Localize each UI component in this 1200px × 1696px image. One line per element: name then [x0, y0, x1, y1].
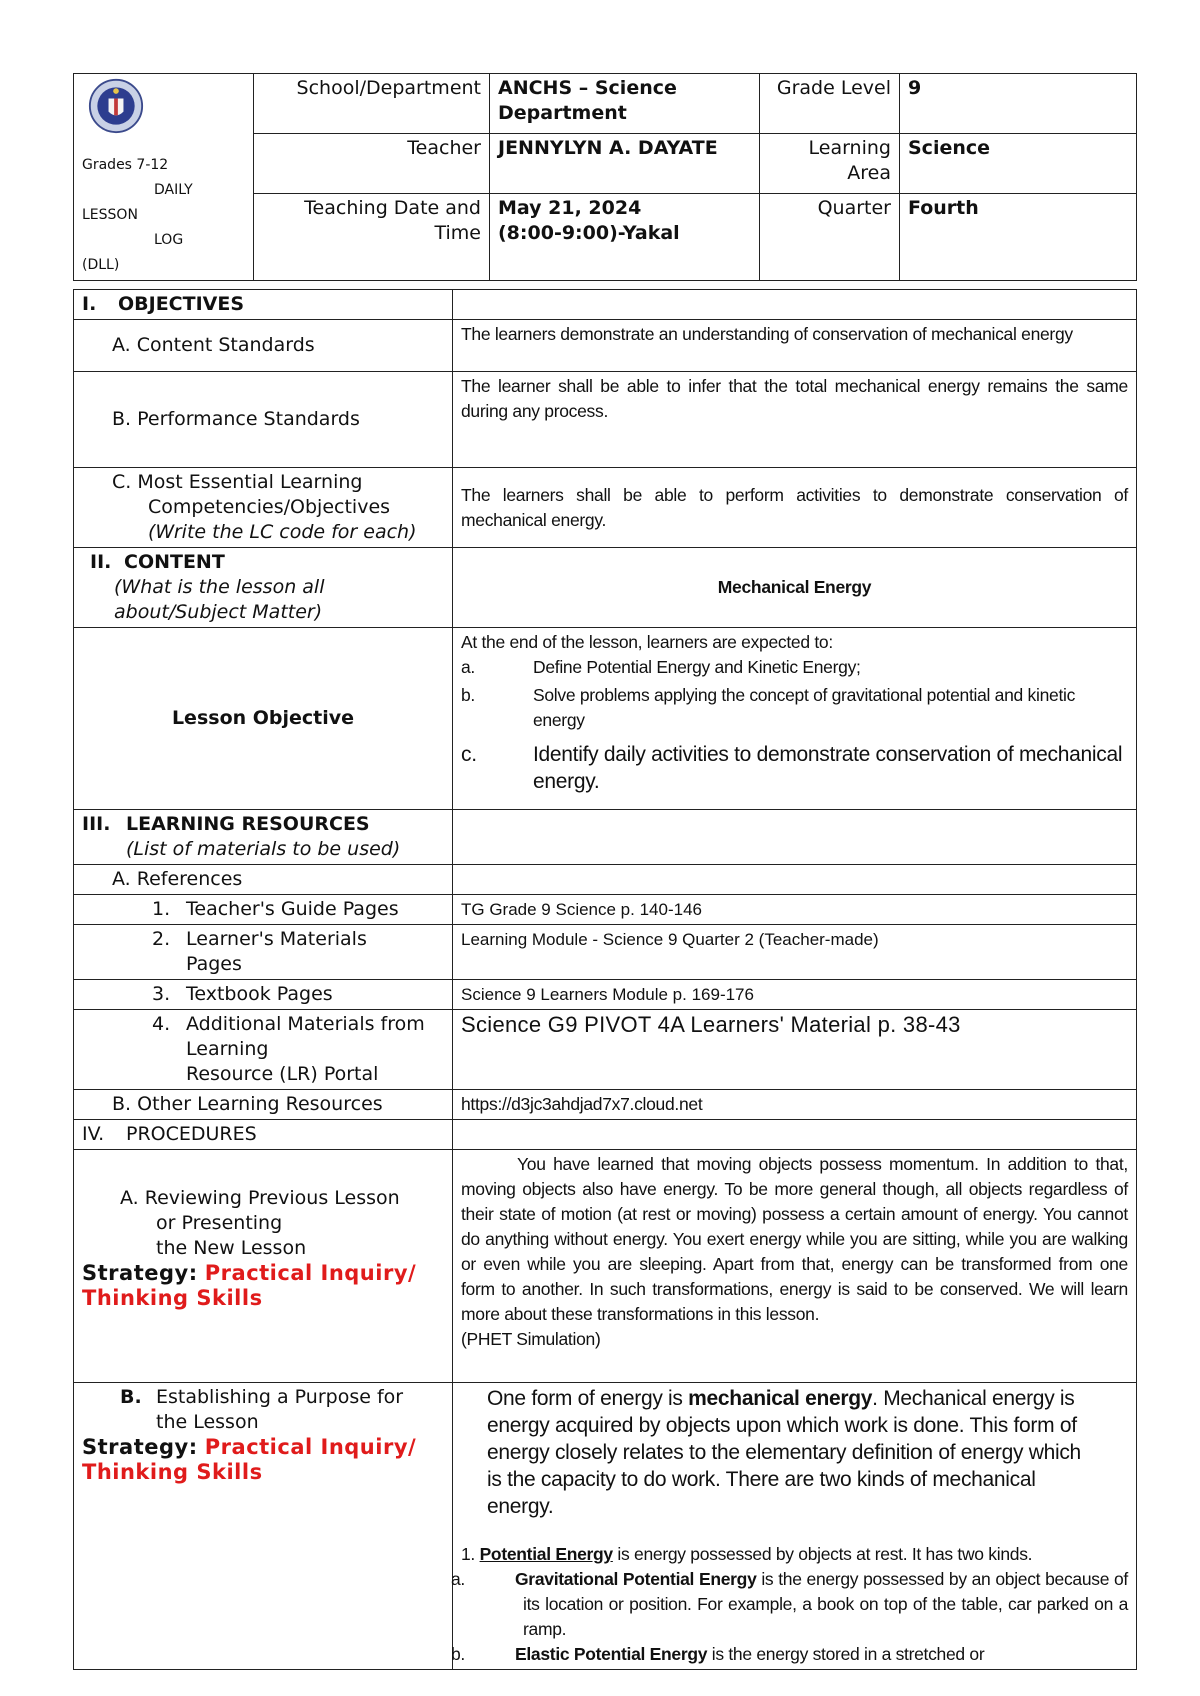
content-heading: [90, 550, 444, 575]
pe-text: is energy possessed by objects at rest. It has two kinds.: [612, 1544, 1033, 1564]
epe-term: Elastic Potential Energy: [515, 1644, 708, 1664]
deped-seal-icon: [88, 78, 144, 134]
content-value: Mechanical Energy: [453, 548, 1137, 628]
purpose-strategy: [82, 1435, 444, 1460]
review-body: [453, 1150, 1137, 1383]
gpe-term: Gravitational Potential Energy: [515, 1569, 757, 1589]
school-value: ANCHS – Science Department: [490, 74, 760, 134]
content-row: [74, 548, 1137, 628]
review-note: (PHET Simulation): [461, 1329, 601, 1349]
objectives-num: I.: [82, 293, 97, 315]
purpose-row: [74, 1383, 1137, 1670]
epe-item: [451, 1642, 1128, 1667]
teacher-value: JENNYLYN A. DAYATE: [490, 133, 760, 193]
objectives-row: [74, 290, 1137, 320]
purpose-intro-b: . Mechanical energy is energy acquired by objects upon which work is done. This form of energy closely relates to the elementary definition of energy which is the capacity to do work. There are two kinds of mechanical energy.: [487, 1387, 1081, 1518]
logo-caption: Grades 7-12: [82, 157, 169, 173]
content-sub-line2: about/Subject Matter): [114, 601, 323, 623]
melc-label-line3: (Write the LC code for each): [148, 521, 417, 543]
item-letter: a.: [461, 657, 475, 677]
item-text: Identify daily activities to demonstrate conservation of mechanical energy.: [533, 743, 1123, 793]
item-letter: c.: [461, 743, 477, 766]
objectives-empty: [453, 290, 1137, 320]
school-label: School/Department: [254, 74, 490, 134]
lm-label-text: Learner's Materials: [186, 928, 367, 950]
pe-term: Potential Energy: [479, 1544, 613, 1564]
am-value: Science G9 PIVOT 4A Learners' Material p. 38-43: [453, 1010, 1137, 1090]
am-label-line1: [152, 1012, 444, 1037]
performance-standards-label: B. Performance Standards: [74, 372, 453, 468]
tb-value: Science 9 Learners Module p. 169-176: [453, 980, 1137, 1010]
date-value: [490, 193, 760, 280]
teacher-label: Teacher: [254, 133, 490, 193]
performance-standards-text: The learner shall be able to infer that the total mechanical energy remains the same during any process.: [453, 372, 1137, 468]
review-label: [74, 1150, 453, 1383]
tb-label-text: Textbook Pages: [186, 983, 333, 1005]
melc-label-line1: C. Most Essential Learning: [112, 471, 363, 493]
doc-type-line2: LESSON: [82, 207, 138, 223]
content-label: [74, 548, 453, 628]
area-label: Learning Area: [760, 133, 900, 193]
references-label: A. References: [74, 865, 453, 895]
lesson-objective-intro: At the end of the lesson, learners are expected to:: [461, 632, 833, 652]
content-standards-text: The learners demonstrate an understanding of conservation of mechanical energy: [453, 320, 1137, 372]
purpose-strategy-value: Practical Inquiry/: [204, 1435, 417, 1459]
lm-value: Learning Module - Science 9 Quarter 2 (Teacher-made): [453, 925, 1137, 980]
review-label-line2: or Presenting: [156, 1211, 283, 1234]
school-logo-cell: [74, 74, 254, 281]
am-num: 4.: [152, 1013, 171, 1035]
resources-sub: (List of materials to be used): [126, 838, 401, 860]
lesson-objective-body: [453, 628, 1137, 810]
lesson-objective-row: [74, 628, 1137, 810]
header-table: [73, 73, 1137, 281]
lesson-log-table: [73, 289, 1137, 1670]
melc-label: [74, 468, 453, 548]
doc-type-line4: (DLL): [82, 257, 120, 273]
lesson-objective-item-a: [461, 655, 1128, 680]
purpose-label-line2: the Lesson: [156, 1411, 259, 1433]
purpose-body: [453, 1383, 1137, 1670]
purpose-intro: [461, 1385, 1128, 1520]
content-standards-row: [74, 320, 1137, 372]
lesson-objective-item-b: [461, 683, 1128, 733]
date-value-line2: (8:00-9:00)-Yakal: [498, 221, 680, 244]
purpose-intro-a: One form of energy is: [487, 1387, 689, 1410]
purpose-label: [74, 1383, 453, 1670]
pe-num: 1.: [461, 1544, 475, 1564]
lm-label-line2: Pages: [186, 953, 242, 975]
references-empty: [453, 865, 1137, 895]
resources-empty: [453, 810, 1137, 865]
gpe-text: is the energy possessed by an object because of its location or position. For example, a book on top of the table, car parked on a ramp.: [523, 1569, 1128, 1639]
resources-title: LEARNING RESOURCES: [126, 813, 370, 835]
gpe-letter: a.: [451, 1569, 465, 1589]
references-row: [74, 865, 1137, 895]
tg-label-text: Teacher's Guide Pages: [186, 898, 399, 920]
resources-row: [74, 810, 1137, 865]
review-label-line3: the New Lesson: [156, 1236, 307, 1259]
procedures-num: IV.: [82, 1123, 105, 1145]
review-label-line1: A. Reviewing Previous Lesson: [120, 1186, 400, 1209]
melc-row: [74, 468, 1137, 548]
content-standards-label: A. Content Standards: [74, 320, 453, 372]
doc-type-line3: LOG: [154, 232, 184, 248]
purpose-strategy-value-line2: Thinking Skills: [82, 1460, 263, 1484]
tg-num: 1.: [152, 898, 171, 920]
gpe-item: [451, 1567, 1128, 1642]
grade-label: Grade Level: [760, 74, 900, 134]
lm-label-line1: [152, 927, 444, 952]
resources-label: [74, 810, 453, 865]
purpose-intro-bold: mechanical energy: [688, 1387, 873, 1410]
area-value: Science: [900, 133, 1137, 193]
tb-num: 3.: [152, 983, 171, 1005]
item-text: Solve problems applying the concept of gravitational potential and kinetic energy: [533, 685, 1076, 730]
other-resources-link[interactable]: https://d3jc3ahdjad7x7.cloud.net: [453, 1090, 1137, 1120]
pe-line: [461, 1542, 1128, 1567]
lesson-objective-label: Lesson Objective: [74, 628, 453, 810]
purpose-strategy-label: Strategy:: [82, 1435, 198, 1459]
date-label: Teaching Date and Time: [254, 193, 490, 280]
am-label-text: Additional Materials from: [186, 1013, 425, 1035]
quarter-value: Fourth: [900, 193, 1137, 280]
item-letter: b.: [461, 685, 475, 705]
tg-value: TG Grade 9 Science p. 140-146: [453, 895, 1137, 925]
melc-text: The learners shall be able to perform activities to demonstrate conservation of mechanical energy.: [453, 468, 1137, 548]
review-strategy: [82, 1261, 444, 1286]
am-label-line2: Learning: [186, 1038, 269, 1060]
tg-row: [74, 895, 1137, 925]
performance-standards-row: [74, 372, 1137, 468]
doc-type-line1: DAILY: [154, 182, 193, 198]
lm-row: [74, 925, 1137, 980]
lm-num: 2.: [152, 928, 171, 950]
content-num: II.: [90, 551, 112, 573]
objectives-title: OBJECTIVES: [118, 293, 245, 315]
lm-label: [74, 925, 453, 980]
purpose-letter: B.: [120, 1386, 142, 1408]
procedures-heading: [74, 1120, 453, 1150]
review-strategy-value: Practical Inquiry/: [204, 1260, 417, 1285]
review-strategy-label: Strategy:: [82, 1260, 198, 1285]
procedures-title: PROCEDURES: [126, 1123, 257, 1145]
review-strategy-value-line2: Thinking Skills: [82, 1285, 263, 1310]
procedures-row: [74, 1120, 1137, 1150]
item-text: Define Potential Energy and Kinetic Energy;: [533, 657, 861, 677]
objectives-heading: [74, 290, 453, 320]
resources-heading: [82, 812, 444, 837]
quarter-label: Quarter: [760, 193, 900, 280]
review-text: You have learned that moving objects possess momentum. In addition to that, moving objects also have energy. To be more general though, all objects regardless of their state of motion (at rest or moving) possess a certain amount of energy. You cannot do anything without energy. You exert energy while you are sitting, while you are walking or even while you are sleeping. Apart from that, energy can be transformed from one form to another. In such transformations, energy is said to be conserved. We will learn more about these transformations in this lesson.: [461, 1154, 1128, 1324]
procedures-empty: [453, 1120, 1137, 1150]
tb-label: [74, 980, 453, 1010]
date-value-line1: May 21, 2024: [498, 196, 642, 219]
purpose-label-line1: [82, 1385, 444, 1410]
am-row: [74, 1010, 1137, 1090]
other-resources-row: [74, 1090, 1137, 1120]
tb-row: [74, 980, 1137, 1010]
content-sub-line1: (What is the lesson all: [114, 576, 325, 598]
grade-value: 9: [900, 74, 1137, 134]
other-resources-label: B. Other Learning Resources: [74, 1090, 453, 1120]
am-label-line3: Resource (LR) Portal: [186, 1063, 379, 1085]
epe-text: is the energy stored in a stretched or: [707, 1644, 985, 1664]
melc-label-line2: Competencies/Objectives: [148, 496, 391, 518]
review-row: [74, 1150, 1137, 1383]
lesson-objective-item-c: [461, 741, 1128, 795]
am-label: [74, 1010, 453, 1090]
epe-letter: b.: [451, 1644, 465, 1664]
purpose-label-text: Establishing a Purpose for: [156, 1386, 404, 1408]
resources-num: III.: [82, 813, 111, 835]
content-title: CONTENT: [124, 551, 225, 573]
tg-label: [74, 895, 453, 925]
